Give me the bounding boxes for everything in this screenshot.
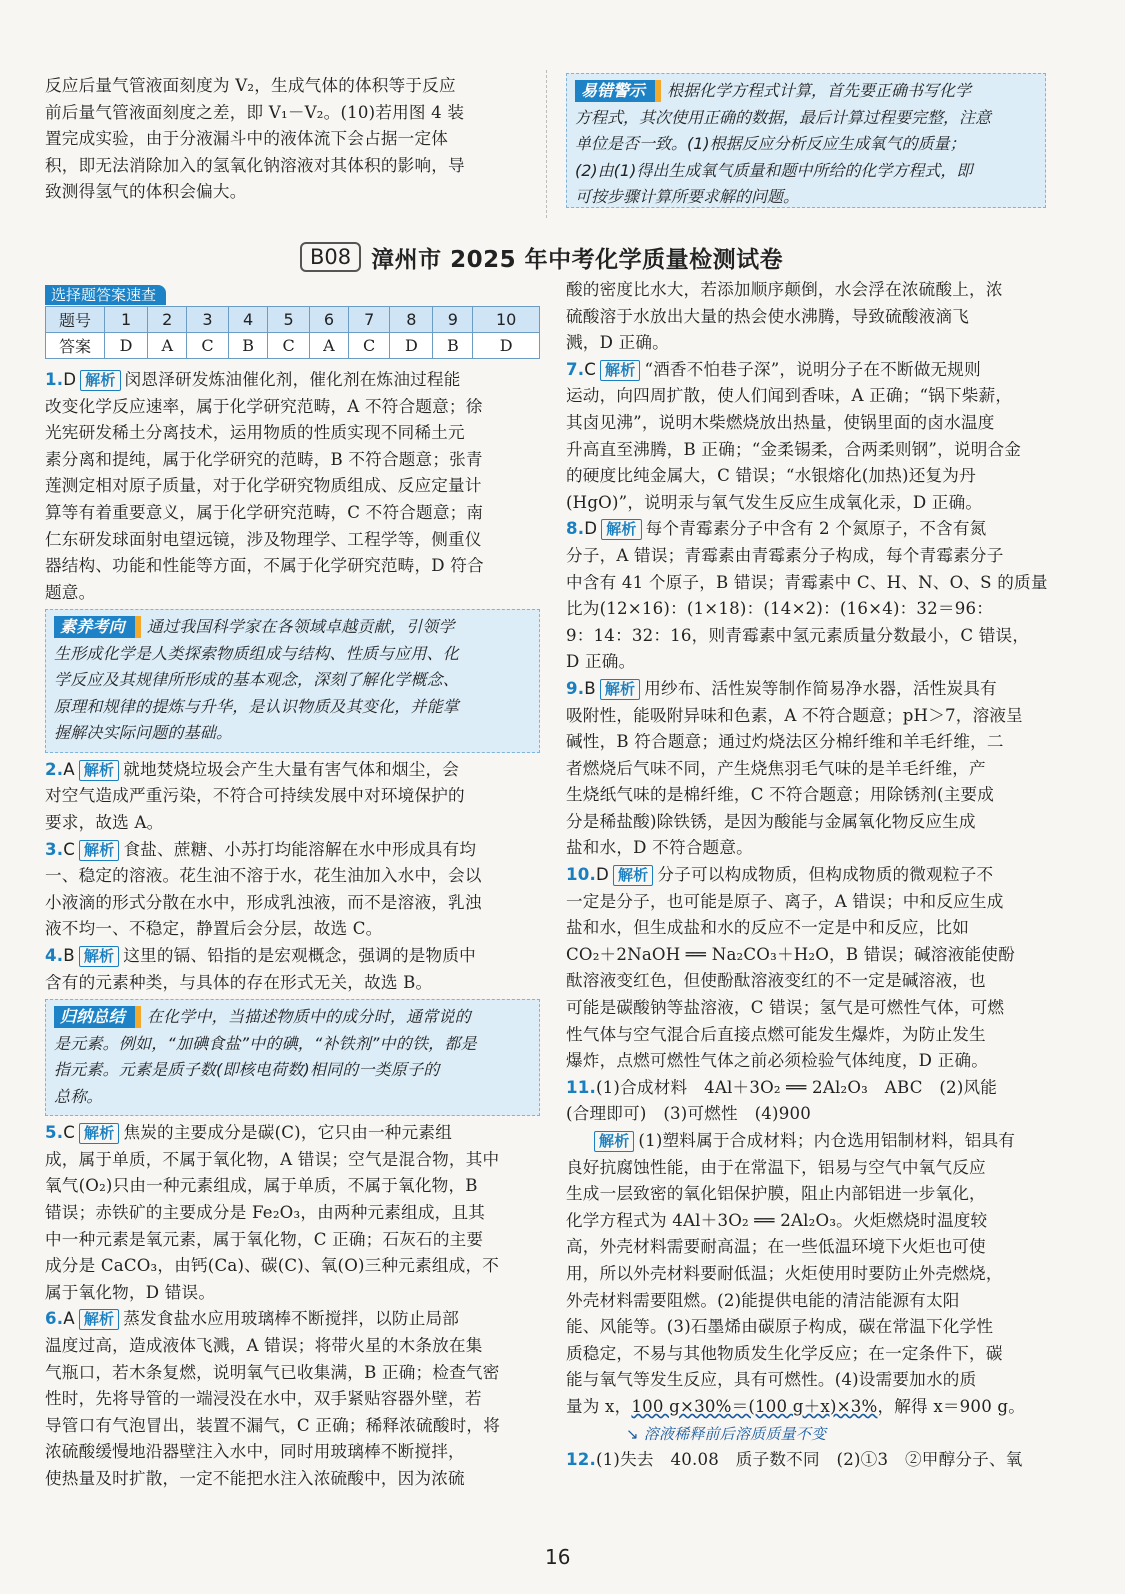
box-label: 归纳总结 bbox=[54, 1006, 141, 1028]
box-label: 易错警示 bbox=[575, 80, 661, 102]
box-line: (2)由(1)得出生成氧气质量和题中所给的化学方程式，即 bbox=[575, 160, 973, 180]
box-line: 指元素。元素是质子数(即核电荷数)相同的一类原子的 bbox=[54, 1060, 440, 1080]
text-line: 酸的密度比水大，若添加顺序颠倒，水会浮在浓硫酸上，浓 bbox=[566, 280, 1003, 299]
text-line: 生成一层致密的氧化铝保护膜，阻止内部铝进一步氧化， bbox=[566, 1184, 986, 1204]
analysis-tag: 解析 bbox=[600, 360, 640, 381]
text-line: 爆炸，点燃可燃性气体之前必须检验气体纯度，D 正确。 bbox=[566, 1051, 989, 1071]
text-line: 盐和水，但生成盐和水的反应不一定是中和反应，比如 bbox=[566, 918, 970, 938]
text-line: 其卤见沸”，说明木柴燃烧放出热量，使锅里面的卤水温度 bbox=[566, 412, 995, 432]
text-line: 成分是 CaCO₃，由钙(Ca)、碳(C)、氧(O)三种元素组成，不 bbox=[45, 1256, 500, 1276]
text-line: 外壳材料需要阻燃。(2)能提供电能的清洁能源有太阳 bbox=[566, 1290, 960, 1310]
text-line: 者燃烧后气味不同，产生烧焦羽毛气味的是羊毛纤维，产 bbox=[566, 758, 986, 778]
text-line: 积，即无法消除加入的氢氧化钠溶液对其体积的影响，导 bbox=[45, 155, 465, 175]
question-number: 6. bbox=[45, 1309, 64, 1329]
answer-cell: D bbox=[390, 333, 433, 359]
text-line: 要求，故选 A。 bbox=[45, 813, 164, 833]
text-line: 光宪研发稀土分离技术，运用物质的性质实现不同稀土元 bbox=[45, 423, 465, 443]
text-line: 一、稳定的溶液。花生油不溶于水，花生油加入水中，会以 bbox=[45, 866, 482, 886]
question-number: 7. bbox=[566, 359, 585, 379]
text-line: 属于氧化物，D 错误。 bbox=[45, 1282, 216, 1302]
text-line: 盐和水，D 不符合题意。 bbox=[566, 838, 753, 858]
row-label: 答案 bbox=[46, 333, 105, 359]
text-line: 一定是分子，也可能是原子、离子，A 错误；中和反应生成 bbox=[566, 891, 1004, 911]
text-line: 成，属于单质，不属于氧化物，A 错误；空气是混合物，其中 bbox=[45, 1149, 500, 1169]
handwritten-note: 溶液稀释前后溶质质量不变 bbox=[643, 1424, 827, 1443]
error-warning-box bbox=[566, 73, 1046, 208]
text-line: 使热量及时扩散，一定不能把水注入浓硫酸中，因为浓硫 bbox=[45, 1468, 465, 1488]
question-number: 2. bbox=[45, 759, 64, 779]
text-line: 错误；赤铁矿的主要成分是 Fe₂O₃，由两种元素组成，且其 bbox=[45, 1202, 486, 1222]
text-line: 碱性，B 符合题意；通过灼烧法区分棉纤维和羊毛纤维，二 bbox=[566, 732, 1004, 752]
question-number: 6 bbox=[309, 307, 348, 333]
answer-cell: B bbox=[433, 333, 473, 359]
answer-q7 bbox=[566, 357, 1048, 384]
answer-letter: C bbox=[584, 359, 597, 379]
text-line: 能与氧气等发生反应，具有可燃性。(4)设需要加水的质 bbox=[566, 1370, 977, 1390]
text-line: 比为(12×16)：(1×18)：(14×2)：(16×4)：32＝96： bbox=[566, 599, 994, 619]
right-column bbox=[566, 277, 1048, 1474]
column-divider bbox=[546, 70, 547, 218]
box-line: 可按步骤计算所要求解的问题。 bbox=[575, 187, 800, 206]
text-line: 闵恩泽研发炼油催化剂，催化剂在炼油过程能 bbox=[124, 370, 461, 389]
paper-title: 漳州市 2025 年中考化学质量检测试卷 bbox=[371, 246, 784, 273]
analysis-tag: 解析 bbox=[613, 865, 653, 886]
text-line: 分子，A 错误；青霉素由青霉素分子构成，每个青霉素分子 bbox=[566, 545, 1004, 565]
text-line: 中一种元素是氧元素，属于氧化物，C 正确；石灰石的主要 bbox=[45, 1229, 484, 1249]
text-line: 每个青霉素分子中含有 2 个氮原子，不含有氮 bbox=[645, 519, 987, 539]
answer-line: (1)失去 40.08 质子数不同 (2)①3 ②甲醇分子、氧 bbox=[596, 1450, 1023, 1470]
answer-q5 bbox=[45, 1120, 540, 1147]
answer-cell: C bbox=[187, 333, 228, 359]
answer-key-table bbox=[45, 306, 540, 359]
answer-letter: C bbox=[63, 839, 76, 859]
box-line: 根据化学方程式计算，首先要正确书写化学 bbox=[667, 81, 972, 100]
literacy-box bbox=[45, 609, 540, 753]
answer-letter: A bbox=[63, 1309, 75, 1329]
text-line: 溅，D 正确。 bbox=[566, 333, 669, 353]
answer-letter: A bbox=[63, 759, 75, 779]
answer-q1 bbox=[45, 367, 540, 394]
text-line: 用，所以外壳材料要耐低温；火炬使用时要防止外壳燃烧， bbox=[566, 1263, 1003, 1283]
text-line: 氧气(O₂)只由一种元素组成，属于单质，不属于氧化物，B bbox=[45, 1176, 478, 1196]
question-number: 7 bbox=[349, 307, 390, 333]
answer-cell: C bbox=[268, 333, 309, 359]
box-line: 方程式，其次使用正确的数据，最后计算过程要完整，注意 bbox=[575, 107, 992, 127]
text-line: 能、风能等。(3)石墨烯由碳原子构成，碳在常温下化学性 bbox=[566, 1317, 994, 1337]
answer-letter: D bbox=[63, 370, 77, 389]
text-line: 中含有 41 个原子，B 错误；青霉素中 C、H、N、O、S 的质量 bbox=[566, 572, 1048, 592]
text-fragment: ，解得 x＝900 g。 bbox=[877, 1396, 1026, 1416]
summary-box bbox=[45, 999, 540, 1116]
answer-q12 bbox=[566, 1447, 1048, 1474]
text-line: 蒸发食盐水应用玻璃棒不断搅拌，以防止局部 bbox=[123, 1309, 460, 1329]
analysis-tag: 解析 bbox=[80, 370, 120, 391]
box-label: 素养考向 bbox=[54, 616, 141, 638]
text-line: 莲测定相对原子质量，对于化学研究物质组成、反应定量计 bbox=[45, 476, 482, 496]
text-line: 分子可以构成物质，但构成物质的微观粒子不 bbox=[657, 865, 994, 885]
analysis-tag: 解析 bbox=[79, 1309, 119, 1330]
text-line: 对空气造成严重污染，不符合可持续发展中对环境保护的 bbox=[45, 786, 465, 806]
question-number: 9 bbox=[433, 307, 473, 333]
analysis-tag: 解析 bbox=[79, 946, 119, 967]
answer-cell: C bbox=[349, 333, 390, 359]
text-line: 器结构、功能和性能等方面，不属于化学研究范畴，D 符合 bbox=[45, 556, 484, 576]
box-line: 原理和规律的提炼与升华，是认识物质及其变化，并能掌 bbox=[54, 696, 460, 716]
box-line: 握解决实际问题的基础。 bbox=[54, 723, 233, 743]
answer-key-number-row bbox=[46, 307, 540, 333]
text-line: D 正确。 bbox=[566, 652, 636, 672]
text-line: 吸附性，能吸附异味和色素，A 不符合题意；pH＞7，溶液呈 bbox=[566, 705, 1023, 725]
arrow-icon: ↘ bbox=[626, 1424, 644, 1443]
box-line: 是元素。例如，“加碘食盐”中的碘，“补铁剂”中的铁，都是 bbox=[54, 1033, 477, 1053]
box-line: 学反应及其规律所形成的基本观念，深刻了解化学概念、 bbox=[54, 670, 460, 690]
text-line: 温度过高，造成液体飞溅，A 错误；将带火星的木条放在集 bbox=[45, 1335, 483, 1355]
analysis-tag: 解析 bbox=[79, 840, 119, 861]
answer-cell: A bbox=[148, 333, 187, 359]
question-number: 3. bbox=[45, 839, 64, 859]
text-line: 可能是碳酸钠等盐溶液，C 错误；氢气是可燃性气体，可燃 bbox=[566, 998, 1005, 1018]
analysis-tag: 解析 bbox=[79, 1123, 119, 1144]
question-number: 10. bbox=[566, 865, 596, 885]
text-line: 反应后量气管液面刻度为 V₂，生成气体的体积等于反应 bbox=[45, 76, 456, 95]
question-number: 12. bbox=[566, 1450, 596, 1470]
text-line: 浓硫酸缓慢地沿器壁注入水中，同时用玻璃棒不断搅拌， bbox=[45, 1442, 465, 1462]
text-line: 仁东研发球面射电望远镜，涉及物理学、工程学等，侧重仪 bbox=[45, 529, 482, 549]
text-line: 导管口有气泡冒出，装置不漏气，C 正确；稀释浓硫酸时，将 bbox=[45, 1415, 501, 1435]
text-line: 硫酸溶于水放出大量的热会使水沸腾，导致硫酸液滴飞 bbox=[566, 306, 970, 326]
analysis-tag: 解析 bbox=[601, 519, 641, 540]
question-number: 8 bbox=[390, 307, 433, 333]
text-line: 这里的镉、铅指的是宏观概念，强调的是物质中 bbox=[123, 946, 476, 965]
answer-letter: D bbox=[596, 865, 609, 885]
text-line: 就地焚烧垃圾会产生大量有害气体和烟尘，会 bbox=[123, 759, 460, 779]
answer-key-answer-row bbox=[46, 333, 540, 359]
analysis-tag: 解析 bbox=[594, 1131, 634, 1152]
page-number: 16 bbox=[545, 1545, 571, 1569]
question-number: 3 bbox=[187, 307, 228, 333]
text-line: CO₂＋2NaOH ══ Na₂CO₃＋H₂O，B 错误；碱溶液能使酚 bbox=[566, 944, 1015, 964]
text-line: 素分离和提纯，属于化学研究的范畴，B 不符合题意；张青 bbox=[45, 449, 483, 469]
answer-cell: D bbox=[105, 333, 148, 359]
text-line: 高，外壳材料需要耐高温；在一些低温环境下火炬也可使 bbox=[566, 1237, 986, 1257]
answer-letter: C bbox=[63, 1123, 76, 1143]
text-line: 生烧纸气味的是棉纤维，C 不符合题意；用除锈剂(主要成 bbox=[566, 785, 995, 805]
box-line: 单位是否一致。(1)根据反应分析反应生成氧气的质量； bbox=[575, 134, 966, 153]
text-line: 分是稀盐酸)除铁锈，是因为酸能与金属氧化物反应生成 bbox=[566, 811, 976, 831]
text-line: 含有的元素种类，与具体的存在形式无关，故选 B。 bbox=[45, 972, 433, 992]
text-line: 焦炭的主要成分是碳(C)，它只由一种元素组 bbox=[123, 1123, 452, 1143]
text-line: 题意。 bbox=[45, 582, 96, 602]
section-title bbox=[300, 241, 783, 273]
text-fragment: 量为 x， bbox=[566, 1396, 632, 1416]
question-number: 8. bbox=[566, 519, 585, 539]
text-line: 化学方程式为 4Al＋3O₂ ══ 2Al₂O₃。火炬燃烧时温度较 bbox=[566, 1210, 988, 1230]
answer-q9 bbox=[566, 676, 1048, 703]
box-line: 在化学中，当描述物质中的成分时，通常说的 bbox=[146, 1007, 471, 1027]
answer-cell: D bbox=[473, 333, 540, 359]
answer-key-title: 选择题答案速查 bbox=[45, 285, 166, 305]
question-number: 10 bbox=[473, 307, 540, 333]
text-line: “酒香不怕巷子深”，说明分子在不断做无规则 bbox=[644, 359, 981, 379]
analysis-tag: 解析 bbox=[79, 760, 119, 781]
box-line: 总称。 bbox=[54, 1086, 103, 1106]
text-line: 质稳定，不易与其他物质发生化学反应；在一定条件下，碳 bbox=[566, 1343, 1003, 1363]
question-number: 9. bbox=[566, 678, 585, 698]
answer-q3 bbox=[45, 837, 540, 864]
answer-q8 bbox=[566, 516, 1048, 543]
question-number: 5 bbox=[268, 307, 309, 333]
row-label: 题号 bbox=[46, 307, 105, 333]
text-line: 的硬度比纯金属大，C 错误；“水银熔化(加热)还复为丹 bbox=[566, 466, 976, 486]
answer-letter: D bbox=[584, 519, 598, 539]
answer-cell: B bbox=[228, 333, 268, 359]
text-line: 良好抗腐蚀性能，由于在常温下，铝易与空气中氧气反应 bbox=[566, 1157, 986, 1177]
answer-q11 bbox=[566, 1075, 1048, 1102]
box-line: 生形成化学是人类探索物质组成与结构、性质与应用、化 bbox=[54, 643, 460, 663]
answer-q10 bbox=[566, 862, 1048, 889]
question-number: 1. bbox=[45, 370, 64, 389]
text-line: 小液滴的形式分散在水中，形成乳浊液，而不是溶液，乳浊 bbox=[45, 892, 482, 912]
question-number: 1 bbox=[105, 307, 148, 333]
paper-code: B08 bbox=[300, 242, 361, 272]
answer-q2 bbox=[45, 757, 540, 784]
answer-line: (1)合成材料 4Al＋3O₂ ══ 2Al₂O₃ ABC (2)风能 bbox=[596, 1077, 998, 1097]
text-line: 用纱布、活性炭等制作简易净水器，活性炭具有 bbox=[644, 678, 997, 698]
text-line: 9：14：32：16，则青霉素中氢元素质量分数最小，C 错误， bbox=[566, 625, 1030, 645]
text-line: 食盐、蔗糖、小苏打均能溶解在水中形成具有均 bbox=[123, 839, 477, 859]
answer-q6 bbox=[45, 1306, 540, 1333]
text-line: (HgO)”，说明汞与氧气发生反应生成氧化汞，D 正确。 bbox=[566, 492, 983, 512]
analysis-tag: 解析 bbox=[600, 679, 640, 700]
text-line: 气瓶口，若木条复燃，说明氧气已收集满，B 正确；检查气密 bbox=[45, 1362, 500, 1382]
answer-q4 bbox=[45, 943, 540, 970]
equation: 100 g×30%＝(100 g＋x)×3% bbox=[631, 1396, 878, 1416]
text-line: 性气体与空气混合后直接点燃可能发生爆炸，为防止发生 bbox=[566, 1024, 986, 1044]
text-line: 液不均一、不稳定，静置后会分层，故选 C。 bbox=[45, 919, 383, 939]
box-line: 通过我国科学家在各领域卓越贡献，引领学 bbox=[146, 617, 455, 637]
text-line: 置完成实验，由于分液漏斗中的液体流下会占据一定体 bbox=[45, 129, 449, 149]
text-line: 性时，先将导管的一端浸没在水中，双手紧贴容器外壁，若 bbox=[45, 1389, 482, 1409]
answer-line: (合理即可) (3)可燃性 (4)900 bbox=[566, 1104, 811, 1124]
answer-letter: B bbox=[584, 678, 596, 698]
left-column bbox=[45, 367, 540, 1493]
question-number: 11. bbox=[566, 1077, 596, 1097]
text-line: 升高直至沸腾，B 正确；“金柔锡柔，合两柔则钢”，说明合金 bbox=[566, 439, 1022, 459]
question-number: 4 bbox=[228, 307, 268, 333]
text-line: 前后量气管液面刻度之差，即 V₁－V₂。(10)若用图 4 装 bbox=[45, 102, 465, 122]
text-line: 致测得氢气的体积会偏大。 bbox=[45, 182, 247, 202]
question-number: 4. bbox=[45, 946, 64, 965]
text-line: 酞溶液变红色，但使酚酞溶液变红的不一定是碱溶液，也 bbox=[566, 971, 986, 991]
answer-letter: B bbox=[63, 946, 75, 965]
question-number: 5. bbox=[45, 1123, 64, 1143]
top-left-text bbox=[45, 73, 540, 206]
text-line: 算等有着重要意义，属于化学研究范畴，C 不符合题意；南 bbox=[45, 502, 484, 522]
text-line: 运动，向四周扩散，使人们闻到香味，A 正确；“锅下柴薪， bbox=[566, 386, 1013, 406]
answer-cell: A bbox=[309, 333, 348, 359]
text-line: (1)塑料属于合成材料；内仓选用铝制材料，铝具有 bbox=[638, 1131, 1016, 1150]
question-number: 2 bbox=[148, 307, 187, 333]
text-line: 改变化学反应速率，属于化学研究范畴，A 不符合题意；徐 bbox=[45, 396, 483, 416]
